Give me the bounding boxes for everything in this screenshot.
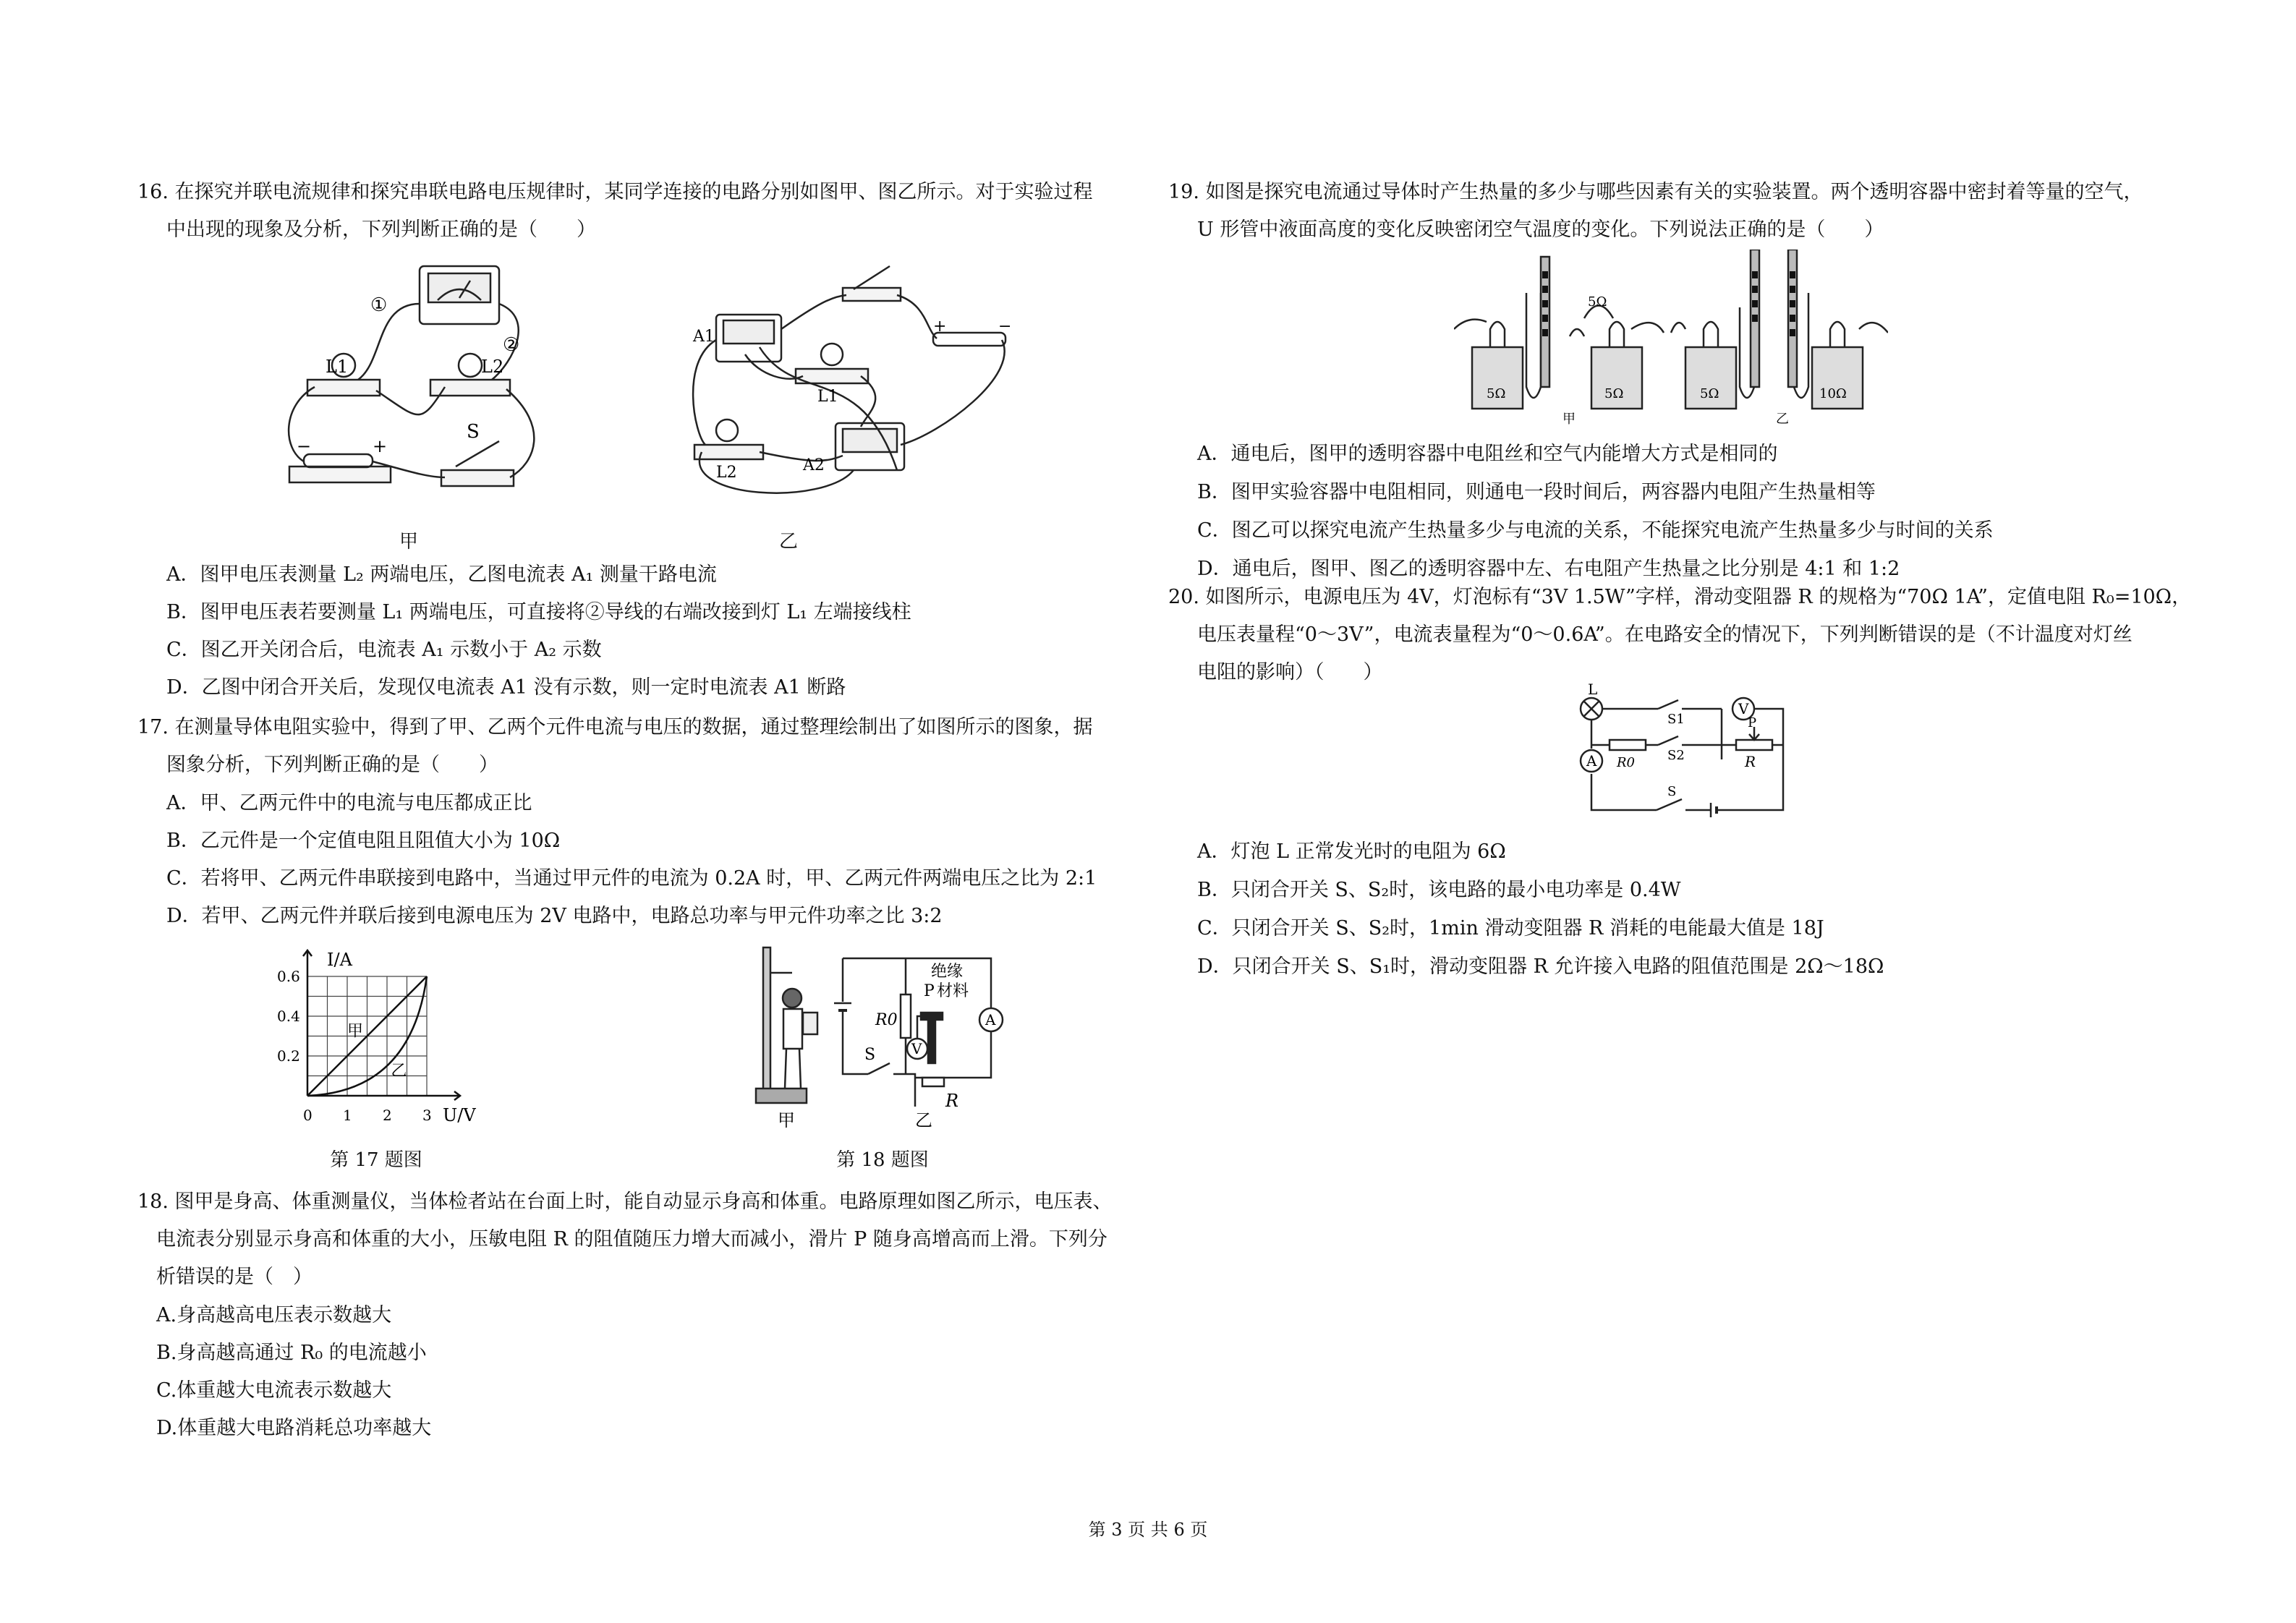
q20-option-b: B．只闭合开关 S、S₂时，该电路的最小电功率是 0.4W [1197, 879, 1681, 901]
q16-option-b: B．图甲电压表若要测量 L₁ 两端电压，可直接将②导线的右端改接到灯 L₁ 左端接线柱 [166, 601, 911, 623]
fig20-label-s2: S2 [1667, 748, 1685, 763]
x-tick-label: 2 [383, 1107, 392, 1124]
fig16-yi-label-a1: A1 [693, 328, 715, 346]
chart-ticks [277, 968, 432, 1124]
figure-16-jia [275, 260, 550, 521]
fig16-jia-label-s: S [467, 421, 480, 443]
fig20-label-r: R [1745, 753, 1756, 770]
q19-option-d: D．通电后，图甲、图乙的透明容器中左、右电阻产生热量之比分别是 4:1 和 1:2 [1197, 558, 1900, 580]
question-20-line2: 电压表量程“0～3V”，电流表量程为“0～0.6A”。在电路安全的情况下，下列判断错误的是（不计温度对灯丝 [1197, 623, 2133, 646]
figure-20 [1577, 680, 1808, 825]
fig16-jia-label-plus: + [373, 436, 388, 456]
question-18-line1: 18. 图甲是身高、体重测量仪，当体检者站在台面上时，能自动显示身高和体重。电路原理如图乙所示，电压表、 [137, 1190, 1113, 1213]
question-20-line1: 20. 如图所示，电源电压为 4V，灯泡标有“3V 1.5W”字样，滑动变阻器 R 的规格为“70Ω 1A”，定值电阻 R₀=10Ω， [1168, 586, 2192, 608]
question-17-line2: 图象分析，下列判断正确的是（ ） [166, 754, 498, 776]
fig18-label-r: R [945, 1091, 959, 1111]
q20-option-c: C．只闭合开关 S、S₂时，1min 滑动变阻器 R 消耗的电能最大值是 18J [1197, 917, 1824, 940]
question-16-line2: 中出现的现象及分析，下列判断正确的是（ ） [166, 218, 596, 241]
figure-17-caption: 第 17 题图 [330, 1149, 422, 1171]
fig19-caption-yi: 乙 [1776, 412, 1789, 427]
q16-option-c: C．图乙开关闭合后，电流表 A₁ 示数小于 A₂ 示数 [166, 639, 602, 661]
q17-option-a: A．甲、乙两元件中的电流与电压都成正比 [166, 792, 532, 814]
fig16-jia-label-1: ① [370, 294, 388, 316]
question-18-line2: 电流表分别显示身高和体重的大小，压敏电阻 R 的阻值随压力增大而减小，滑片 P 随身高增高而上滑。下列分 [156, 1228, 1107, 1251]
q17-option-c: C．若将甲、乙两元件串联接到电路中，当通过甲元件的电流为 0.2A 时，甲、乙两元件两端电压之比为 2:1 [166, 867, 1097, 890]
fig20-label-r0: R0 [1617, 755, 1636, 770]
x-tick-label: 1 [343, 1107, 352, 1124]
question-20-line3: 电阻的影响）（ ） [1197, 661, 1383, 683]
y-tick-label: 0.4 [277, 1008, 300, 1025]
chart-y-label: I/A [327, 950, 352, 970]
fig19-caption-jia: 甲 [1562, 412, 1576, 427]
fig20-label-s1: S1 [1667, 712, 1685, 727]
q16-option-a: A．图甲电压表测量 L₂ 两端电压，乙图电流表 A₁ 测量干路电流 [166, 563, 717, 586]
q17-option-d: D．若甲、乙两元件并联后接到电源电压为 2V 电路中，电路总功率与甲元件功率之比 3:2 [166, 905, 943, 927]
fig18-label-v: V [911, 1040, 922, 1057]
fig18-caption-jia: 甲 [778, 1110, 795, 1130]
x-tick-label: 3 [422, 1107, 432, 1124]
q18-option-b: B.身高越高通过 R₀ 的电流越小 [156, 1342, 427, 1364]
figure-19 [1454, 250, 1888, 427]
series-label: 甲 [347, 1022, 364, 1041]
fig19-label-10: 10Ω [1819, 386, 1847, 401]
x-tick-label: 0 [303, 1107, 312, 1124]
figure-16-yi-caption: 乙 [778, 531, 798, 553]
question-18-line3: 析错误的是（ ） [156, 1266, 312, 1288]
fig19-label-5a: 5Ω [1487, 386, 1506, 401]
fig20-label-s: S [1667, 784, 1677, 799]
figure-16-yi [680, 260, 1027, 521]
figure-18 [741, 944, 1031, 1132]
fig20-label-a: A [1586, 752, 1597, 770]
q17-option-b: B．乙元件是一个定值电阻且阻值大小为 10Ω [166, 830, 561, 852]
fig16-jia-label-l2: L2 [481, 357, 504, 377]
y-tick-label: 0.6 [277, 968, 300, 985]
fig16-yi-label-a2: A2 [803, 456, 825, 474]
question-19-line1: 19. 如图是探究电流通过导体时产生热量的多少与哪些因素有关的实验装置。两个透明容器中密封着等量的空气， [1168, 181, 2143, 203]
q19-option-c: C．图乙可以探究电流产生热量多少与电流的关系，不能探究电流产生热量多少与时间的关系 [1197, 519, 1994, 542]
q18-option-d: D.体重越大电路消耗总功率越大 [156, 1417, 432, 1439]
fig16-yi-label-minus: − [998, 318, 1012, 336]
q16-option-d: D．乙图中闭合开关后，发现仅电流表 A1 没有示数，则一定时电流表 A1 断路 [166, 676, 846, 699]
fig16-yi-label-l1: L1 [817, 388, 838, 406]
q19-option-b: B．图甲实验容器中电阻相同，则通电一段时间后，两容器内电阻产生热量相等 [1197, 481, 1876, 503]
q20-option-a: A．灯泡 L 正常发光时的电阻为 6Ω [1197, 840, 1506, 863]
fig18-label-r0: R0 [875, 1011, 898, 1029]
figure-17-chart [275, 944, 492, 1139]
fig16-yi-label-plus: + [933, 318, 947, 336]
fig18-caption-yi: 乙 [915, 1110, 932, 1130]
fig19-label-5b: 5Ω [1604, 386, 1624, 401]
fig16-jia-label-minus: − [297, 436, 312, 456]
q18-option-a: A.身高越高电压表示数越大 [156, 1304, 392, 1326]
fig16-yi-label-l2: L2 [716, 464, 737, 482]
figure-16-jia-caption: 甲 [399, 531, 418, 553]
q18-option-c: C.体重越大电流表示数越大 [156, 1379, 392, 1402]
fig18-label-p: P [924, 982, 935, 1000]
q19-option-a: A．通电后，图甲的透明容器中电阻丝和空气内能增大方式是相同的 [1197, 443, 1778, 465]
q20-option-d: D．只闭合开关 S、S₁时，滑动变阻器 R 允许接入电路的阻值范围是 2Ω～18Ω [1197, 955, 1884, 978]
fig19-label-5c: 5Ω [1700, 386, 1719, 401]
question-19-line2: U 形管中液面高度的变化反映密闭空气温度的变化。下列说法正确的是（ ） [1197, 218, 1884, 241]
page-footer: 第 3 页 共 6 页 [1088, 1520, 1208, 1540]
figure-18-caption: 第 18 题图 [836, 1149, 929, 1171]
fig20-label-v: V [1738, 700, 1749, 717]
fig18-label-insul1: 绝缘 [931, 963, 964, 981]
fig19-label-5top: 5Ω [1588, 294, 1607, 310]
series-label: 乙 [391, 1062, 407, 1081]
fig20-label-p: P [1748, 715, 1757, 730]
fig20-label-l: L [1588, 681, 1598, 698]
fig18-label-a: A [985, 1011, 996, 1028]
fig16-jia-label-l1: L1 [326, 357, 349, 377]
question-17-line1: 17. 在测量导体电阻实验中，得到了甲、乙两个元件电流与电压的数据，通过整理绘制出了如图所示的图象，据 [137, 716, 1093, 738]
y-tick-label: 0.2 [277, 1047, 300, 1065]
fig16-jia-label-2: ② [503, 334, 520, 356]
question-16-line1: 16. 在探究并联电流规律和探究串联电路电压规律时，某同学连接的电路分别如图甲、图乙所示。对于实验过程 [137, 181, 1093, 203]
fig18-label-s: S [864, 1046, 876, 1064]
chart-x-label: U/V [443, 1105, 476, 1125]
fig18-label-insul2: 材料 [937, 982, 969, 1000]
